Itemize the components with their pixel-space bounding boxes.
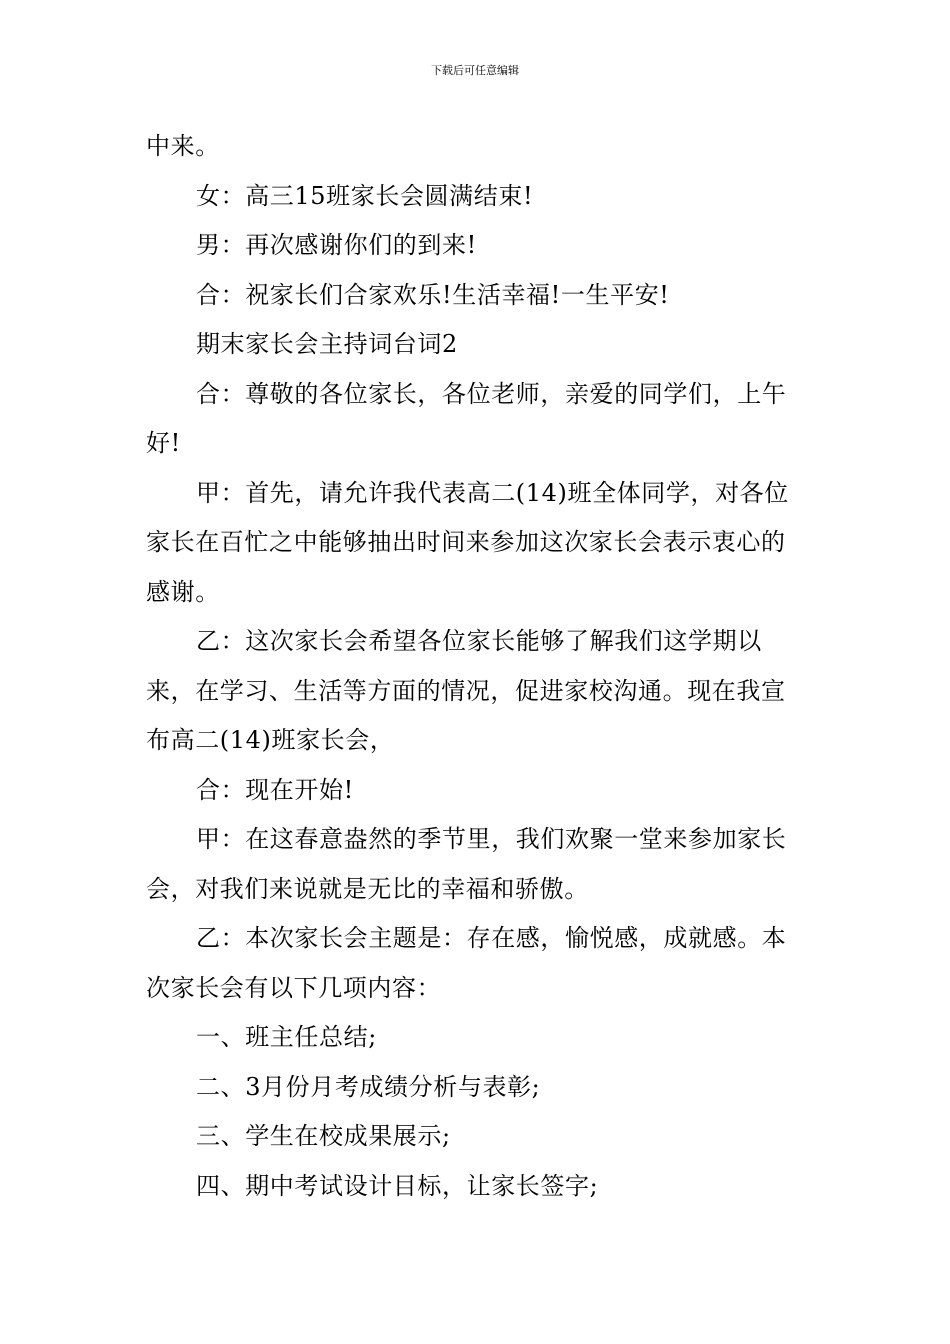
paragraph-continuation: 中来。 (146, 132, 220, 160)
document-body (146, 122, 808, 1211)
paragraph-b-theme: 乙：本次家长会主题是：存在感，愉悦感，成就感。本次家长会有以下几项内容： (146, 924, 787, 1002)
paragraph-together-greeting: 合：尊敬的各位家长，各位老师，亲爱的同学们，上午好! (146, 379, 787, 457)
section-title: 期末家长会主持词台词2 (196, 330, 458, 358)
paragraph-a-season: 甲：在这春意盎然的季节里，我们欢聚一堂来参加家长会，对我们来说就是无比的幸福和骄傲。 (146, 825, 787, 903)
paragraph-a-thanks: 甲：首先，请允许我代表高二(14)班全体同学，对各位家长在百忙之中能够抽出时间来参加这次家长会表示衷心的感谢。 (146, 478, 789, 606)
agenda-item-3: 三、学生在校成果展示; (196, 1122, 451, 1150)
agenda-item-1: 一、班主任总结; (196, 1023, 377, 1051)
paragraph-together-wishes: 合：祝家长们合家欢乐!生活幸福!一生平安! (196, 280, 670, 309)
agenda-item-2: 二、3月份月考成绩分析与表彰; (196, 1072, 541, 1101)
paragraph-together-start: 合：现在开始! (196, 775, 354, 804)
paragraph-b-purpose: 乙：这次家长会希望各位家长能够了解我们这学期以来，在学习、生活等方面的情况，促进家校沟通。现在我宣布高二(14)班家长会， (146, 627, 786, 754)
paragraph-female-closing: 女：高三15班家长会圆满结束! (196, 181, 534, 210)
agenda-item-4: 四、期中考试设计目标，让家长签字; (196, 1171, 599, 1200)
page-header: 下载后可任意编辑 (431, 64, 519, 77)
paragraph-male-thanks: 男：再次感谢你们的到来! (196, 231, 477, 259)
